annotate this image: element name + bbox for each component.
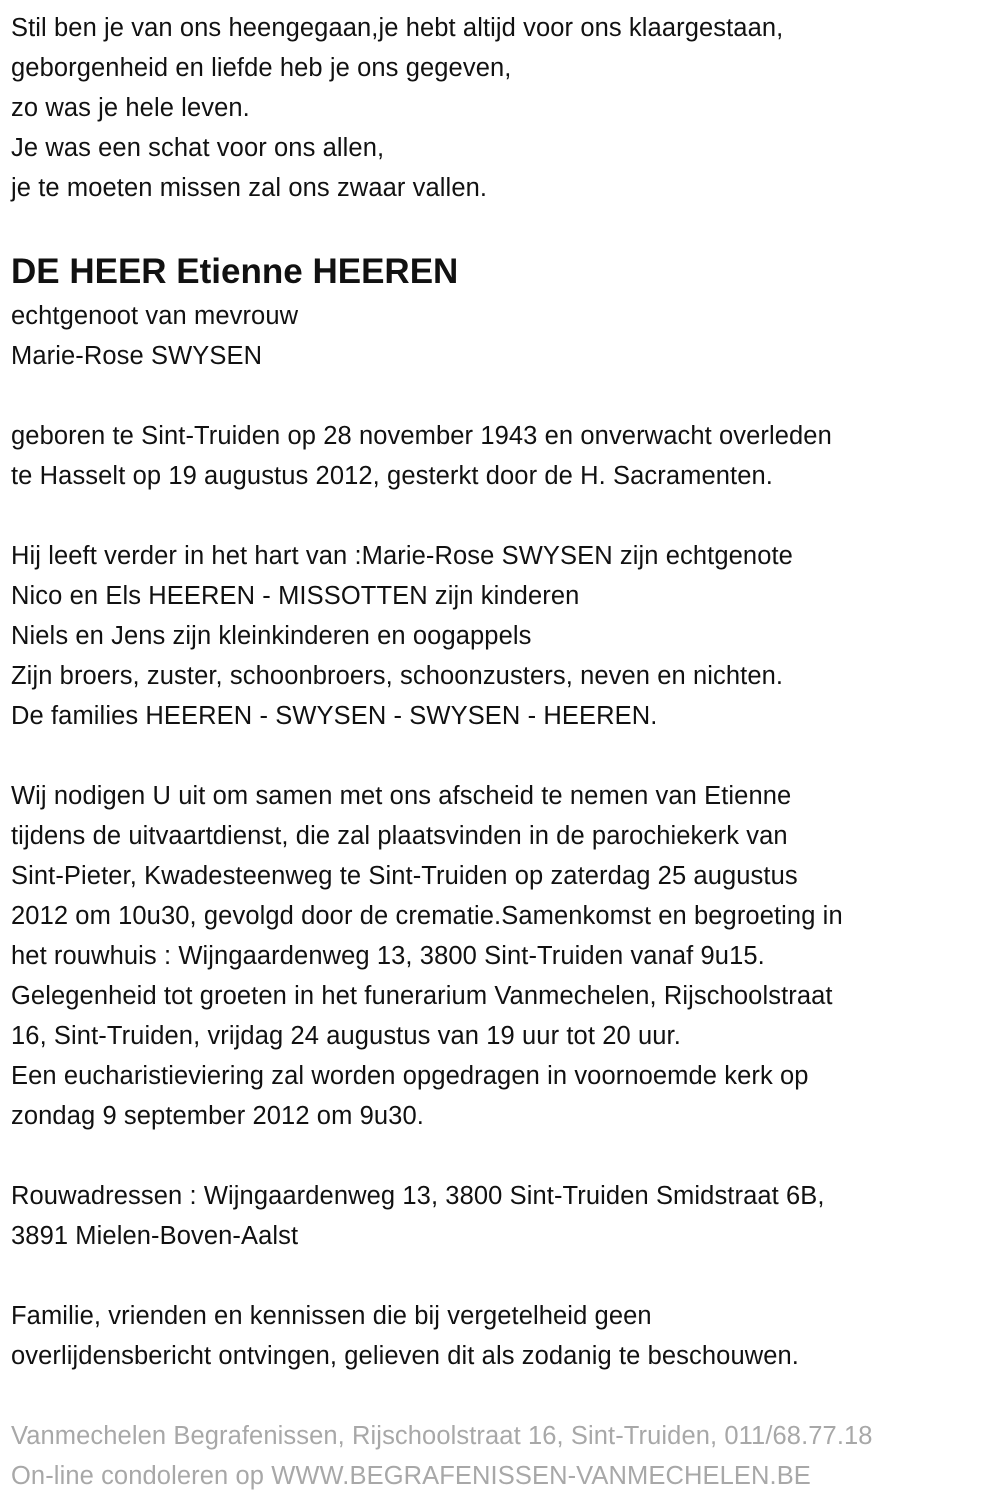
notice-text bbox=[11, 1296, 1000, 1376]
text-line: geboren te Sint-Truiden op 28 november 1943 en onverwacht overleden bbox=[11, 422, 832, 450]
text-line: tijdens de uitvaartdienst, die zal plaatsvinden in de parochiekerk van bbox=[11, 822, 788, 850]
text-line: zo was je hele leven. bbox=[11, 94, 250, 122]
text-line: het rouwhuis : Wijngaardenweg 13, 3800 Sint-Truiden vanaf 9u15. bbox=[11, 942, 765, 970]
text-line: geborgenheid en liefde heb je ons gegeven, bbox=[11, 54, 512, 82]
text-line: Rouwadressen : Wijngaardenweg 13, 3800 Sint-Truiden Smidstraat 6B, bbox=[11, 1182, 825, 1210]
text-line: Stil ben je van ons heengegaan,je hebt altijd voor ons klaargestaan, bbox=[11, 14, 784, 42]
text-line: Gelegenheid tot groeten in het funerarium Vanmechelen, Rijschoolstraat bbox=[11, 982, 833, 1010]
birth-death-info bbox=[11, 416, 1000, 496]
funeral-home-footer bbox=[11, 1416, 1000, 1496]
text-line: overlijdensbericht ontvingen, gelieven dit als zodanig te beschouwen. bbox=[11, 1342, 799, 1370]
text-line: Zijn broers, zuster, schoonbroers, schoonzusters, neven en nichten. bbox=[11, 662, 784, 690]
survivors-list bbox=[11, 536, 1000, 736]
spouse-info bbox=[11, 296, 1000, 376]
text-line: Nico en Els HEEREN - MISSOTTEN zijn kinderen bbox=[11, 582, 580, 610]
text-line: Wij nodigen U uit om samen met ons afscheid te nemen van Etienne bbox=[11, 782, 792, 810]
text-line: echtgenoot van mevrouw bbox=[11, 302, 299, 330]
deceased-name-heading: DE HEER Etienne HEEREN bbox=[11, 252, 459, 291]
mourning-addresses bbox=[11, 1176, 1000, 1256]
funeral-service-info bbox=[11, 776, 1000, 1136]
text-line: Vanmechelen Begrafenissen, Rijschoolstraat 16, Sint-Truiden, 011/68.77.18 bbox=[11, 1422, 873, 1450]
poem bbox=[11, 8, 1000, 208]
text-line: zondag 9 september 2012 om 9u30. bbox=[11, 1102, 424, 1130]
text-line: 16, Sint-Truiden, vrijdag 24 augustus van 19 uur tot 20 uur. bbox=[11, 1022, 681, 1050]
text-line: Niels en Jens zijn kleinkinderen en oogappels bbox=[11, 622, 532, 650]
text-line: Hij leeft verder in het hart van :Marie-Rose SWYSEN zijn echtgenote bbox=[11, 542, 793, 570]
text-line: Een eucharistieviering zal worden opgedragen in voornoemde kerk op bbox=[11, 1062, 809, 1090]
text-line: Familie, vrienden en kennissen die bij vergetelheid geen bbox=[11, 1302, 652, 1330]
text-line: De families HEEREN - SWYSEN - SWYSEN - HEEREN. bbox=[11, 702, 658, 730]
text-line: 2012 om 10u30, gevolgd door de crematie.Samenkomst en begroeting in bbox=[11, 902, 843, 930]
text-line: On-line condoleren op WWW.BEGRAFENISSEN-VANMECHELEN.BE bbox=[11, 1462, 811, 1490]
text-line: te Hasselt op 19 augustus 2012, gesterkt door de H. Sacramenten. bbox=[11, 462, 773, 490]
text-line: Sint-Pieter, Kwadesteenweg te Sint-Truiden op zaterdag 25 augustus bbox=[11, 862, 798, 890]
text-line: Marie-Rose SWYSEN bbox=[11, 342, 263, 370]
text-line: je te moeten missen zal ons zwaar vallen. bbox=[11, 174, 488, 202]
text-line: 3891 Mielen-Boven-Aalst bbox=[11, 1222, 299, 1250]
text-line: Je was een schat voor ons allen, bbox=[11, 134, 385, 162]
